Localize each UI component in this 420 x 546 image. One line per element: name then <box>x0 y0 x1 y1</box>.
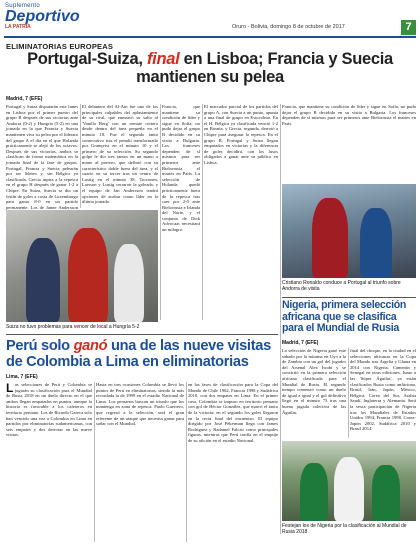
nigeria-col1-text-b: El segundo tiempo comenzó como un duelo de igual a igual y el gol definitivo llegó en el minuto 73 tras una buena jugada colectiva de las Águilas. <box>282 381 347 415</box>
nigeria-headline: Nigeria, primera selección africana que se clasifica para el Mundial de Rusia <box>282 299 407 334</box>
logo-tagline: LA PATRIA <box>5 24 31 30</box>
europe-col4-text: El marcador parcial de los partidos del grupo A, con Suecia a un punto, apunta a una final de grupo en Estocolmo. En el H, Bélgica ya clasificada venció 1-2 en Bosnia, y Grecia, segunda, derrotó a Chipre para asegurar la repesca. <box>204 104 278 137</box>
column-divider <box>94 382 95 542</box>
nigeria-col2-text-b: Junto a las 'Súper Águilas', ya están clasificados Rusia como anfitriona, Brasil, Irán, Japón, México, Bélgica, Corea del Sur, Arabia Saudí, Inglaterra y Alemania. <box>350 370 416 404</box>
peru-column-1 <box>6 382 92 542</box>
europe-headline-pre: Portugal-Suiza, <box>27 50 147 68</box>
section-kicker: ELIMINATORIAS EUROPEAS <box>6 42 114 51</box>
peru-top-rule <box>6 334 278 335</box>
nigeria-column-2 <box>350 348 416 438</box>
europe-col3-text: Francia, que mantiene su condición de líder y sigue en Sofía, no pudo dejar el grupo B decidido en su visita a Bulgaria. Los franceses dependen de sí mismos para ser primeros ante Bielorrusia el martes en París. <box>162 104 200 177</box>
nigeria-col2-text-c: Será la sexta participación de Nigeria tras los Mundiales de Estados Unidos 1994, Francia 1998, Corea-Japón 2002, Sudáfrica 2010 y Brasil 2014. <box>350 398 416 432</box>
page-number: 7 <box>401 20 416 35</box>
europe-headline <box>6 50 414 86</box>
suiza-hungria-photo <box>6 210 158 322</box>
masthead <box>0 0 420 38</box>
player-figure <box>360 208 392 278</box>
europe-column-5 <box>282 104 416 182</box>
europe-column-4 <box>204 104 278 320</box>
column-divider <box>80 104 81 208</box>
peru-col1-text-b: Los de Ricardo Gareca solo han vencido una vez a Colombia en Lima en partidos por eliminatorias sudamericanas, con seis empates y dos derrotas en las nueve visitas. <box>6 409 92 438</box>
europe-col5-text: Francia, que mantiene su condición de líder y sigue en Sofía, no pudo dejar el grupo B decidido en su visita a Bulgaria. Los franceses dependen de sí mismos para ser primeros ante Bielorrusia el martes en París. <box>282 104 416 126</box>
suiza-photo-caption: Suiza no tuvo problemas para vencer de local a Hungría 5-2 <box>6 324 140 330</box>
europe-column-3 <box>162 104 200 320</box>
europe-col1-text: Portugal y Suiza disputarán este lunes en Lisboa por el primer puesto del grupo B después de sus victorias ante Andorra (0-2) y Hungría (5-2) en una jornada en la que Francia y Suecia mantienen viva su pelea por el liderato del grupo A el día en el que Holanda prácticamente se alejó de los octavos. Después de sus victorias, ambos se clasifican de forma matemática en la jornada final de la fase de grupos. Portugal, Francia y Suecia pelearán por ser líderes y, sin Bélgica ya clasificada, Grecia aspira a la repesca en el grupo H después de ganar 1-2 a Chipre. <box>6 104 78 193</box>
europe-col1-text-b: En Suiza, Suecia se dio un festín de goles a costa de Luxemburgo para ganar 8-0 en un partido permanente. Los de Janne Andersson <box>6 187 78 210</box>
player-figure <box>26 238 60 322</box>
nigeria-photo-caption: Festejan los de Nigeria por la clasificación al Mundial de Rusia 2018 <box>282 523 407 535</box>
column-divider <box>280 104 281 534</box>
ronaldo-photo-caption: Cristiano Ronaldo conduce a Portugal al triunfo sobre Andorra de visita <box>282 280 401 292</box>
logo-supplement-label: Suplemento <box>5 3 41 9</box>
europe-column-1 <box>6 104 78 208</box>
nigeria-celebration-photo <box>282 441 416 521</box>
player-figure <box>114 244 144 322</box>
column-divider <box>348 348 349 438</box>
newspaper-logo <box>5 3 123 31</box>
nigeria-byline: Madrid, 7 (EFE) <box>282 340 319 346</box>
europe-byline: Madrid, 7 (EFE) <box>6 96 43 102</box>
europe-headline-accent: final <box>146 50 180 68</box>
peru-column-2 <box>96 382 184 542</box>
logo-title: Deportivo <box>5 8 80 25</box>
column-divider <box>202 104 203 320</box>
europe-col2-text: El delantero del Al-Ain fue uno de los principales culpables del aplastamiento de su rival, que enmarcó su salto al 'Vanilla Berg' con un remate certero desde dentro del área pequeña en el minuto 18. Fue el segundo tanto consecutivo tras el penalti transformado por Granqvist en el minuto 10 y el primero de su selección. <box>82 104 158 154</box>
peru-headline-accent: ganó <box>73 338 108 354</box>
peru-byline: Lima, 7 (EFE) <box>6 374 38 380</box>
europe-column-2 <box>82 104 158 208</box>
peru-headline-post: una de las nueve visitas de Colombia a Lima en eliminatorias <box>6 338 271 370</box>
nigeria-column-1 <box>282 348 346 438</box>
peru-column-3 <box>188 382 278 542</box>
cristiano-ronaldo-photo <box>282 184 416 278</box>
europe-col2-text-b: Su segundo golpe le dio tres tantos en un mano a mano al portero, que definió con su característico doble fuera del área, y el cuarto en su tercer tras un centro de Lustig en el minuto 38. Toivonen, Larsson y Lustig cerraron la goleada, y el equipo de Jan Andersson tendrá opciones de acabar como líder en la última jornada. <box>82 148 159 205</box>
europe-headline-post: en Lisboa; Francia y Suecia mantienen su pelea <box>136 50 393 86</box>
peru-headline-pre: Perú solo <box>6 338 74 354</box>
date-line: Oruro - Bolivia, domingo 8 de octubre de 2017 <box>232 24 345 30</box>
peru-headline <box>6 338 278 370</box>
peru-col2-text-b: Paolo Guerrero, que regresó a la selección, será el gran referente de un ataque que necesita ganar para soñar con el Mundial. <box>96 404 185 427</box>
nigeria-col1-text: La selección de Nigeria ganó este sábado por la mínima en Uyo a la de Zambia con un gol del jugador del Arsenal Alex Iwobi y se convirtió en la primera selección africana clasificada para el Mundial de Rusia. <box>282 348 346 387</box>
europe-col3-text-b: La selección de Holanda quedó prácticamente fuera de la repesca tras caer por 2-0 ante Bielorrusia e Irlanda del Norte, y el conjunto de Dick Advocaat necesitará un milagro. <box>162 171 200 233</box>
player-figure <box>312 198 348 278</box>
peru-col2-text: Hasta en tres ocasiones Colombia se llevó los puntos de Perú en eliminatorias, siendo la más recordada la de 1999 en el estadio Nacional de Lima. Los peruanos buscan un triunfo que los mantenga en zona de repesca. <box>96 382 184 410</box>
peru-col3-text-b: En el primer caso, Colombia se impuso en territorio peruano con gol de Héctor González, que marcó el tanto de la victoria; en el segundo los goles llegaron en la recta final del encuentro. <box>188 393 278 421</box>
europe-col4-text-b: En el grupo B, Portugal y Suiza llegan empatados en victorias y la diferencia de goles decidirá, con los lusos obligados a ganar ante su público en Lisboa. <box>204 131 278 165</box>
column-divider <box>160 104 161 320</box>
masthead-rule <box>4 36 416 38</box>
peru-col3-text: en las fases de clasificación para la Copa del Mundo de Chile 1962, Francia 1998 y Sudáfrica 2010, con dos empates en Lima. <box>188 382 278 399</box>
player-figure <box>334 457 364 521</box>
player-figure <box>300 463 328 521</box>
peru-col1-text: as selecciones de Perú y Colombia se jugarán su clasificación para el Mundial de Rusia 2018 en un duelo directo en el que ambos llegan empatados en puntos, aunque la historia es favorable a los cafeteros en territorio peruano. <box>6 382 92 415</box>
player-figure <box>68 228 108 322</box>
nigeria-col2-text: final del choque, en la ciudad en el selecciones africanas en la Copa del Mundo tras Argelia y Ghana en 2014 con Nigeria, Camerún y Senegal en otras ediciones. <box>350 348 416 376</box>
nigeria-top-rule <box>282 297 416 298</box>
peru-dropcap: L <box>6 381 14 395</box>
player-figure <box>372 465 400 521</box>
peru-col3-text-c: El equipo dirigido por José Pékerman llega con James Rodríguez y Radamel Falcao como principales figuras, mientras que Perú confía en el empuje de su afición en el estadio Nacional. <box>188 415 279 443</box>
column-divider <box>186 382 187 542</box>
